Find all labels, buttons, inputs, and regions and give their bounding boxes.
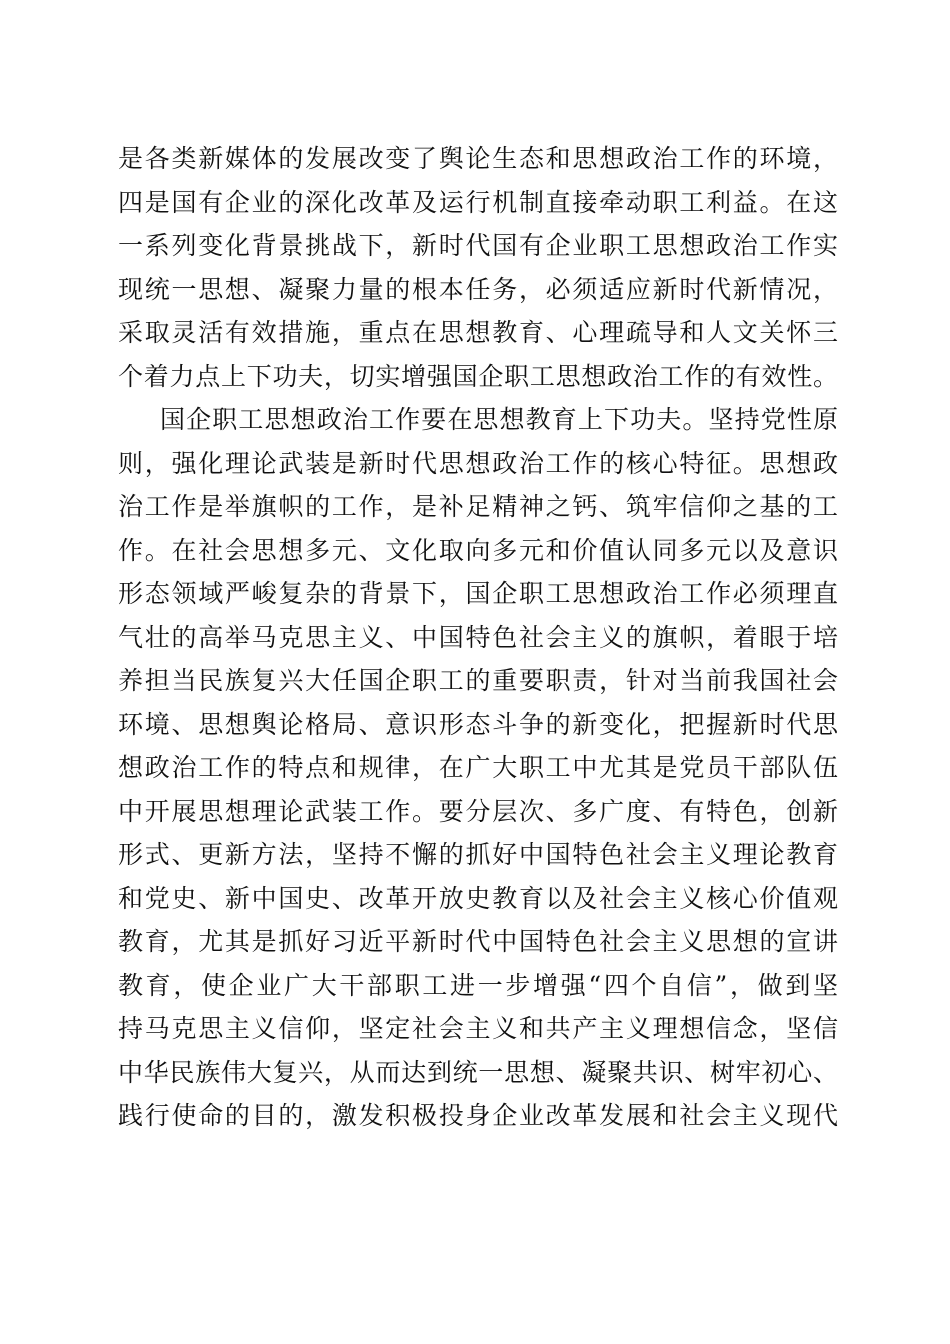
text-line: 中华民族伟大复兴，从而达到统一思想、凝聚共识、树牢初心、 xyxy=(118,1057,838,1087)
text-line: 形态领域严峻复杂的背景下，国企职工思想政治工作必须理直 xyxy=(118,579,838,608)
text-line: 教育，使企业广大干部职工进一步增强“四个自信”，做到坚 xyxy=(118,970,838,1000)
text-line: 和党史、新中国史、改革开放史教育以及社会主义核心价值观 xyxy=(118,883,838,913)
text-line: 中开展思想理论武装工作。要分层次、多广度、有特色，创新 xyxy=(118,796,838,826)
text-line: 形式、更新方法，坚持不懈的抓好中国特色社会主义理论教育 xyxy=(118,840,838,869)
text-line: 作。在社会思想多元、文化取向多元和价值认同多元以及意识 xyxy=(118,535,838,565)
text-line: 则，强化理论武装是新时代思想政治工作的核心特征。思想政 xyxy=(118,448,838,478)
text-line: 气壮的高举马克思主义、中国特色社会主义的旗帜，着眼于培 xyxy=(118,622,838,652)
text-line: 治工作是举旗帜的工作，是补足精神之钙、筑牢信仰之基的工 xyxy=(118,492,838,521)
text-line: 个着力点上下功夫，切实增强国企职工思想政治工作的有效性。 xyxy=(118,361,838,391)
text-line: 教育，尤其是抓好习近平新时代中国特色社会主义思想的宣讲 xyxy=(118,927,838,956)
text-line: 持马克思主义信仰，坚定社会主义和共产主义理想信念，坚信 xyxy=(118,1014,838,1043)
document-body xyxy=(118,137,838,1138)
text-line: 想政治工作的特点和规律，在广大职工中尤其是党员干部队伍 xyxy=(118,753,838,782)
text-line: 养担当民族复兴大任国企职工的重要职责，针对当前我国社会 xyxy=(118,666,838,695)
text-line: 国企职工思想政治工作要在思想教育上下功夫。坚持党性原 xyxy=(160,405,838,434)
text-line: 是各类新媒体的发展改变了舆论生态和思想政治工作的环境， xyxy=(118,144,838,173)
text-line: 采取灵活有效措施，重点在思想教育、心理疏导和人文关怀三 xyxy=(118,318,838,347)
paragraph-2 xyxy=(118,398,838,1138)
text-line: 践行使命的目的，激发积极投身企业改革发展和社会主义现代 xyxy=(118,1101,838,1130)
text-line: 现统一思想、凝聚力量的根本任务，必须适应新时代新情况， xyxy=(118,274,838,304)
text-line: 一系列变化背景挑战下，新时代国有企业职工思想政治工作实 xyxy=(118,231,838,260)
text-line: 四是国有企业的深化改革及运行机制直接牵动职工利益。在这 xyxy=(118,187,838,217)
paragraph-1 xyxy=(118,137,838,398)
text-line: 环境、思想舆论格局、意识形态斗争的新变化，把握新时代思 xyxy=(118,709,838,739)
